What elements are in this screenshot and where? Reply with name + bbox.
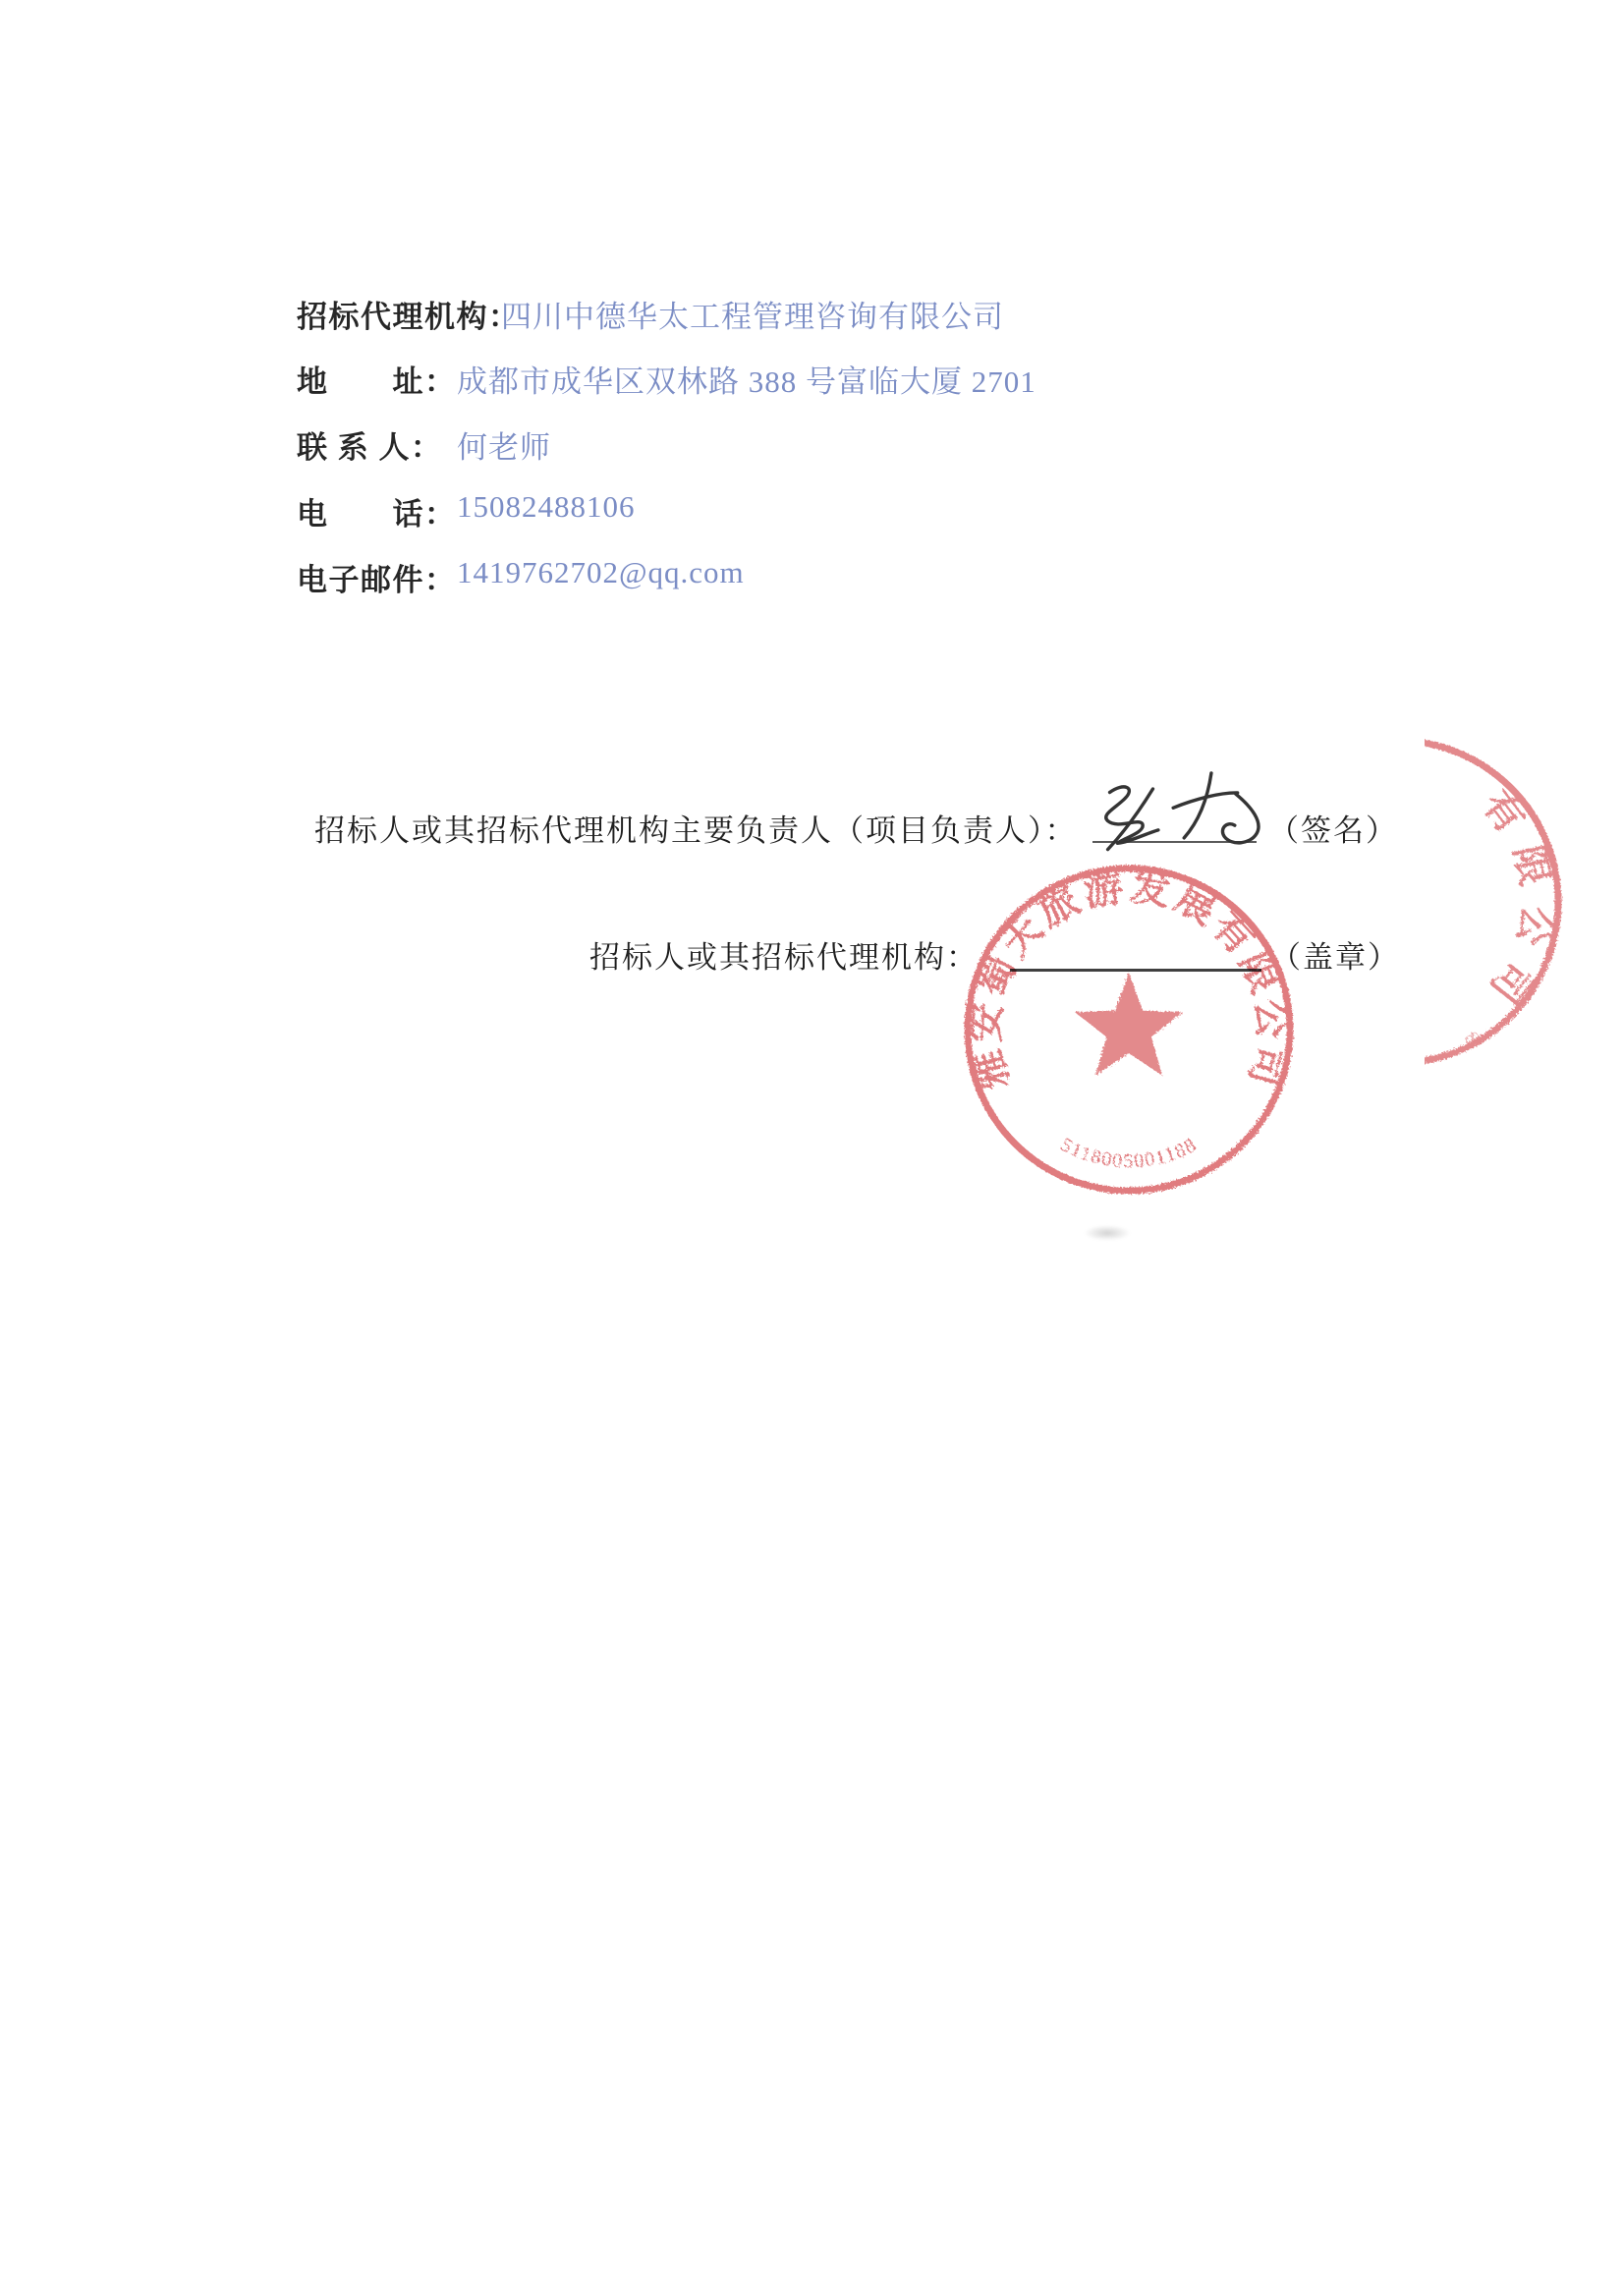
partial-seal-ring — [1425, 741, 1561, 1063]
seal-suffix: （盖章） — [1270, 940, 1400, 975]
responsible-person-line-label: 招标人或其招标代理机构主要负责人（项目负责人）： — [314, 813, 1078, 848]
phone-label: 电 话： — [297, 497, 457, 532]
email-value: 1419762702@qq.com — [457, 555, 745, 589]
address-value: 成都市成华区双林路 388 号富临大厦 2701 — [457, 364, 1036, 399]
contact-person-label: 联 系 人： — [297, 430, 443, 465]
address-label: 地 址： — [297, 364, 457, 399]
partial-seal-text: 有限公司 — [1472, 782, 1561, 1024]
svg-text:5118005001188 — [1057, 1134, 1201, 1172]
email-label: 电子邮件： — [297, 563, 457, 597]
partial-seal-digit: 8 — [1459, 1028, 1484, 1049]
handwritten-signature — [1063, 745, 1299, 863]
seal-company-name: 雅安蜀天旅游发展有限公司 — [962, 864, 1296, 1095]
seal-star-icon — [1075, 973, 1183, 1076]
seal-registration-number: 5118005001188 — [1056, 1134, 1202, 1173]
signature-suffix: （签名） — [1268, 813, 1398, 848]
company-seal — [958, 858, 1304, 1203]
scan-smudge — [1084, 1225, 1131, 1241]
agency-value: 四川中德华太工程管理咨询有限公司 — [501, 300, 1004, 334]
agency-label: 招标代理机构： — [297, 300, 521, 334]
phone-value: 15082488106 — [457, 489, 636, 524]
org-seal-line-label: 招标人或其招标代理机构： — [589, 940, 979, 975]
contact-person-value: 何老师 — [457, 430, 551, 465]
svg-text:有限公司 — [1472, 783, 1560, 1024]
partial-seal — [1425, 722, 1624, 1095]
